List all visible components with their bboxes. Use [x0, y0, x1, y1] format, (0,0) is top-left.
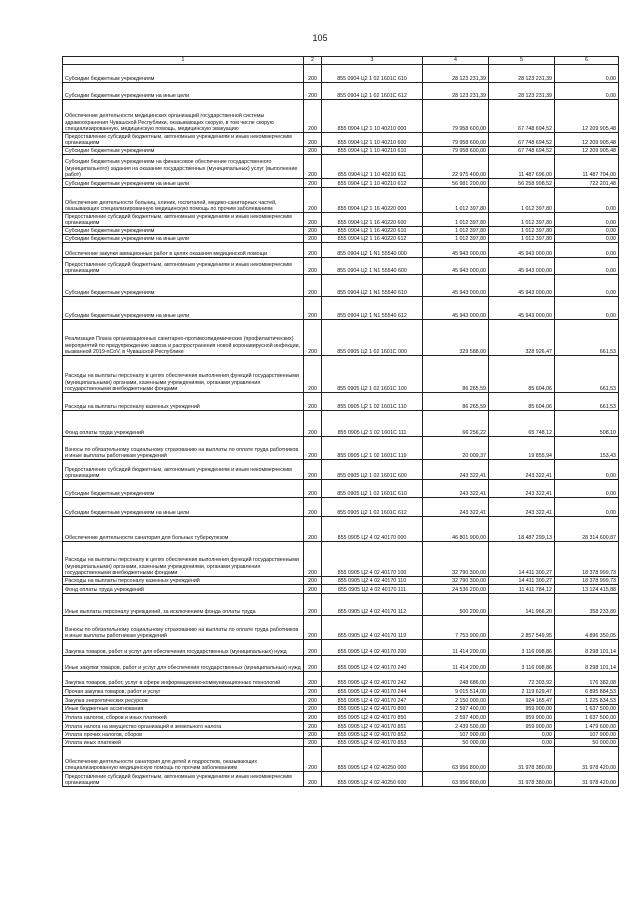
row-code-cell: 200 [304, 705, 322, 713]
row-remaining-cell: 0,00 [555, 258, 619, 275]
table-row [63, 243, 619, 258]
row-kbk-cell: 855 0904 Ц2 1 16 40220 000 [322, 188, 423, 213]
row-executed-cell: 14 411 300,27 [489, 542, 555, 577]
row-approved-cell: 243 322,41 [423, 480, 489, 498]
row-executed-cell: 67 748 694,52 [489, 133, 555, 147]
row-approved-cell: 1 012 397,80 [423, 235, 489, 243]
row-name-cell: Предоставление субсидий бюджетным, автономным учреждениям и иным некоммерческим организациям [63, 772, 304, 787]
row-executed-cell: 2 857 549,95 [489, 616, 555, 640]
row-code-cell: 200 [304, 243, 322, 258]
table-row [63, 227, 619, 235]
row-kbk-cell: 855 0905 Ц2 4 02 40170 100 [322, 542, 423, 577]
table-row [63, 480, 619, 498]
table-row [63, 213, 619, 227]
row-executed-cell: 924 165,47 [489, 696, 555, 705]
row-approved-cell: 9 015 514,00 [423, 687, 489, 696]
row-name-cell: Иные бюджетные ассигнования [63, 705, 304, 713]
row-approved-cell: 45 943 000,00 [423, 243, 489, 258]
row-approved-cell: 11 414 200,00 [423, 656, 489, 672]
row-remaining-cell: 31 978 420,00 [555, 747, 619, 772]
row-approved-cell: 32 790 300,00 [423, 542, 489, 577]
row-code-cell: 200 [304, 542, 322, 577]
row-name-cell: Субсидии бюджетным учреждениям на иные цели [63, 498, 304, 517]
row-code-cell: 200 [304, 275, 322, 297]
row-code-cell: 200 [304, 498, 322, 517]
row-remaining-cell: 0,00 [555, 498, 619, 517]
row-approved-cell: 63 956 800,00 [423, 772, 489, 787]
row-approved-cell: 28 123 231,39 [423, 83, 489, 100]
row-executed-cell: 1 012 397,80 [489, 235, 555, 243]
table-row [63, 517, 619, 542]
row-kbk-cell: 855 0904 Ц2 1 16 40220 600 [322, 213, 423, 227]
row-remaining-cell: 176 382,08 [555, 672, 619, 687]
row-approved-cell: 45 943 000,00 [423, 258, 489, 275]
table-row [63, 713, 619, 722]
row-name-cell: Уплата иных платежей [63, 739, 304, 747]
row-remaining-cell: 12 209 905,48 [555, 133, 619, 147]
row-code-cell: 200 [304, 83, 322, 100]
table-row [63, 297, 619, 320]
table-row [63, 411, 619, 437]
row-kbk-cell: 855 0905 Ц2 1 02 1601С 111 [322, 411, 423, 437]
row-remaining-cell: 153,43 [555, 437, 619, 460]
row-executed-cell: 959 900,00 [489, 705, 555, 713]
row-kbk-cell: 855 0905 Ц2 4 02 40170 240 [322, 656, 423, 672]
row-approved-cell: 329 588,00 [423, 320, 489, 356]
row-code-cell: 200 [304, 713, 322, 722]
row-remaining-cell: 0,00 [555, 275, 619, 297]
row-approved-cell: 32 790 300,00 [423, 577, 489, 585]
row-code-cell: 200 [304, 235, 322, 243]
row-name-cell: Субсидии бюджетным учреждениям [63, 65, 304, 83]
row-executed-cell: 45 943 000,00 [489, 243, 555, 258]
row-kbk-cell: 855 0905 Ц2 4 02 40250 000 [322, 747, 423, 772]
row-executed-cell: 72 303,92 [489, 672, 555, 687]
table-row [63, 739, 619, 747]
row-kbk-cell: 855 0905 Ц2 1 02 1601С 110 [322, 393, 423, 411]
row-name-cell: Закупка товаров, работ и услуг для обеспечения государственных (муниципальных) нужд [63, 640, 304, 656]
row-name-cell: Закупка энергетических ресурсов [63, 696, 304, 705]
row-name-cell: Уплата налогов, сборов и иных платежей [63, 713, 304, 722]
table-row [63, 672, 619, 687]
row-name-cell: Предоставление субсидий бюджетным, автономным учреждениям и иным некоммерческим организациям [63, 258, 304, 275]
row-executed-cell: 3 116 098,86 [489, 656, 555, 672]
row-name-cell: Закупка товаров, работ, услуг в сфере информационно-коммуникационных технологий [63, 672, 304, 687]
row-kbk-cell: 855 0905 Ц2 4 02 40170 242 [322, 672, 423, 687]
row-name-cell: Предоставление субсидий бюджетным, автономным учреждениям и иным некоммерческим организациям [63, 213, 304, 227]
row-kbk-cell: 855 0904 Ц2 1 16 40220 610 [322, 227, 423, 235]
row-executed-cell: 18 487 299,13 [489, 517, 555, 542]
row-approved-cell: 66 256,22 [423, 411, 489, 437]
row-name-cell: Субсидии бюджетным учреждениям [63, 275, 304, 297]
column-header: 3 [322, 57, 423, 65]
row-approved-cell: 86 265,59 [423, 356, 489, 393]
table-row [63, 772, 619, 787]
row-approved-cell: 63 956 800,00 [423, 747, 489, 772]
column-header: 4 [423, 57, 489, 65]
table-row [63, 100, 619, 133]
row-approved-cell: 243 322,41 [423, 460, 489, 480]
row-name-cell: Субсидии бюджетным учреждениям [63, 480, 304, 498]
row-name-cell: Субсидии бюджетным учреждениям [63, 147, 304, 155]
row-executed-cell: 11 487 696,00 [489, 155, 555, 179]
row-kbk-cell: 855 0904 Ц2 1 N1 55540 610 [322, 275, 423, 297]
row-remaining-cell: 12 209 905,48 [555, 147, 619, 155]
row-approved-cell: 79 958 600,00 [423, 133, 489, 147]
row-remaining-cell: 0,00 [555, 460, 619, 480]
row-code-cell: 200 [304, 594, 322, 616]
row-code-cell: 200 [304, 393, 322, 411]
row-remaining-cell: 18 378 999,73 [555, 577, 619, 585]
table-row [63, 640, 619, 656]
column-header: 2 [304, 57, 322, 65]
row-remaining-cell: 11 487 704,00 [555, 155, 619, 179]
row-executed-cell: 85 604,06 [489, 356, 555, 393]
row-executed-cell: 141 966,20 [489, 594, 555, 616]
table-row [63, 542, 619, 577]
row-executed-cell: 1 012 397,80 [489, 213, 555, 227]
row-name-cell: Взносы по обязательному социальному страхованию на выплаты по оплате труда работников и иные выплаты работникам учреждений [63, 437, 304, 460]
row-executed-cell: 31 978 380,00 [489, 772, 555, 787]
table-row [63, 594, 619, 616]
row-remaining-cell: 661,53 [555, 356, 619, 393]
row-name-cell: Предоставление субсидий бюджетным, автономным учреждениям и иным некоммерческим организациям [63, 133, 304, 147]
table-row [63, 585, 619, 594]
table-row [63, 320, 619, 356]
row-name-cell: Субсидии бюджетным учреждениям [63, 227, 304, 235]
row-name-cell: Фонд оплаты труда учреждений [63, 411, 304, 437]
row-kbk-cell: 855 0904 Ц2 1 10 40210 612 [322, 179, 423, 188]
table-row [63, 188, 619, 213]
row-code-cell: 200 [304, 656, 322, 672]
row-code-cell: 200 [304, 640, 322, 656]
row-name-cell: Прочая закупка товаров, работ и услуг [63, 687, 304, 696]
row-kbk-cell: 855 0904 Ц2 1 02 1601С 610 [322, 65, 423, 83]
row-code-cell: 200 [304, 616, 322, 640]
row-executed-cell: 959 900,00 [489, 722, 555, 731]
row-name-cell: Предоставление субсидий бюджетным, автономным учреждениям и иным некоммерческим организациям [63, 460, 304, 480]
row-remaining-cell: 0,00 [555, 227, 619, 235]
row-name-cell: Иные закупки товаров, работ и услуг для обеспечения государственных (муниципальных) нужд [63, 656, 304, 672]
row-approved-cell: 46 801 900,00 [423, 517, 489, 542]
table-row [63, 356, 619, 393]
row-kbk-cell: 855 0905 Ц2 4 02 40170 850 [322, 713, 423, 722]
row-remaining-cell: 8 298 101,14 [555, 640, 619, 656]
row-approved-cell: 24 536 200,00 [423, 585, 489, 594]
row-executed-cell: 28 123 231,39 [489, 65, 555, 83]
table-row [63, 393, 619, 411]
row-executed-cell: 14 411 300,27 [489, 577, 555, 585]
row-code-cell: 200 [304, 722, 322, 731]
row-remaining-cell: 508,10 [555, 411, 619, 437]
row-code-cell: 200 [304, 672, 322, 687]
row-kbk-cell: 855 0904 Ц2 1 N1 55540 600 [322, 258, 423, 275]
row-kbk-cell: 855 0904 Ц2 1 02 1601С 612 [322, 83, 423, 100]
row-code-cell: 200 [304, 356, 322, 393]
row-remaining-cell: 0,00 [555, 243, 619, 258]
row-remaining-cell: 0,00 [555, 235, 619, 243]
row-code-cell: 200 [304, 739, 322, 747]
row-kbk-cell: 855 0905 Ц2 1 02 1601С 000 [322, 320, 423, 356]
table-row [63, 83, 619, 100]
table-row [63, 235, 619, 243]
row-code-cell: 200 [304, 155, 322, 179]
row-code-cell: 200 [304, 411, 322, 437]
row-code-cell: 200 [304, 133, 322, 147]
row-code-cell: 200 [304, 480, 322, 498]
row-approved-cell: 22 975 400,00 [423, 155, 489, 179]
row-name-cell: Обеспечение деятельности медицинских организаций государственной системы здравоохранения Чувашской Республики, оказывающих скорую, в том числе скорую специализированную, медицинскую помощь, медицинскую эвакуацию [63, 100, 304, 133]
row-executed-cell: 85 604,06 [489, 393, 555, 411]
row-executed-cell: 243 322,41 [489, 480, 555, 498]
row-code-cell: 200 [304, 179, 322, 188]
row-approved-cell: 1 012 397,80 [423, 188, 489, 213]
row-executed-cell: 2 119 629,47 [489, 687, 555, 696]
table-row [63, 696, 619, 705]
row-kbk-cell: 855 0904 Ц2 1 10 40210 600 [322, 133, 423, 147]
row-executed-cell: 45 943 000,00 [489, 258, 555, 275]
row-approved-cell: 2 150 000,00 [423, 696, 489, 705]
row-name-cell: Фонд оплаты труда учреждений [63, 585, 304, 594]
row-executed-cell: 243 322,41 [489, 498, 555, 517]
row-approved-cell: 20 009,37 [423, 437, 489, 460]
row-name-cell: Обеспечение закупки авиационных работ в целях оказания медицинской помощи [63, 243, 304, 258]
row-remaining-cell: 12 209 905,48 [555, 100, 619, 133]
row-code-cell: 200 [304, 213, 322, 227]
row-code-cell: 200 [304, 100, 322, 133]
row-name-cell: Уплата налога на имущество организаций и земельного налога [63, 722, 304, 731]
row-kbk-cell: 855 0905 Ц2 4 02 40170 244 [322, 687, 423, 696]
row-approved-cell: 2 439 500,00 [423, 722, 489, 731]
row-code-cell: 200 [304, 437, 322, 460]
row-remaining-cell: 661,53 [555, 393, 619, 411]
row-kbk-cell: 855 0905 Ц2 4 02 40170 800 [322, 705, 423, 713]
row-kbk-cell: 855 0905 Ц2 1 02 1601С 119 [322, 437, 423, 460]
page-number: 105 [312, 33, 328, 43]
row-code-cell: 200 [304, 687, 322, 696]
row-name-cell: Субсидии бюджетным учреждениям на иные цели [63, 179, 304, 188]
row-remaining-cell: 6 895 884,53 [555, 687, 619, 696]
row-executed-cell: 11 411 784,12 [489, 585, 555, 594]
row-code-cell: 200 [304, 585, 322, 594]
table-row [63, 460, 619, 480]
row-kbk-cell: 855 0905 Ц2 1 02 1601С 100 [322, 356, 423, 393]
budget-execution-table [62, 56, 619, 787]
row-kbk-cell: 855 0905 Ц2 4 02 40250 600 [322, 772, 423, 787]
row-remaining-cell: 8 298 101,14 [555, 656, 619, 672]
table-row [63, 65, 619, 83]
row-approved-cell: 7 753 900,00 [423, 616, 489, 640]
row-kbk-cell: 855 0904 Ц2 1 N1 55540 000 [322, 243, 423, 258]
row-kbk-cell: 855 0905 Ц2 4 02 40170 000 [322, 517, 423, 542]
row-remaining-cell: 722 201,48 [555, 179, 619, 188]
row-approved-cell: 1 012 397,80 [423, 213, 489, 227]
row-approved-cell: 2 597 400,00 [423, 713, 489, 722]
row-name-cell: Субсидии бюджетным учреждениям на иные цели [63, 297, 304, 320]
row-kbk-cell: 855 0905 Ц2 4 02 40170 200 [322, 640, 423, 656]
row-kbk-cell: 855 0905 Ц2 4 02 40170 853 [322, 739, 423, 747]
table-row [63, 577, 619, 585]
row-executed-cell: 45 943 000,00 [489, 275, 555, 297]
table-row [63, 722, 619, 731]
row-remaining-cell: 0,00 [555, 297, 619, 320]
row-executed-cell: 28 123 231,39 [489, 83, 555, 100]
row-approved-cell: 79 958 600,00 [423, 147, 489, 155]
row-approved-cell: 243 322,41 [423, 498, 489, 517]
row-name-cell: Расходы на выплаты персоналу в целях обеспечения выполнения функций государственными (муниципальными) органами, казенными учреждениями, органами управления государственными внебюджетными фондами [63, 356, 304, 393]
row-name-cell: Расходы на выплаты персоналу казенных учреждений [63, 393, 304, 411]
column-header: 5 [489, 57, 555, 65]
row-name-cell: Уплата прочих налогов, сборов [63, 731, 304, 739]
row-name-cell: Субсидии бюджетным учреждениям на иные цели [63, 235, 304, 243]
row-name-cell: Субсидии бюджетным учреждениям на иные цели [63, 83, 304, 100]
row-code-cell: 200 [304, 258, 322, 275]
row-executed-cell: 31 978 380,00 [489, 747, 555, 772]
row-remaining-cell: 50 000,00 [555, 739, 619, 747]
row-approved-cell: 56 981 200,00 [423, 179, 489, 188]
row-code-cell: 200 [304, 188, 322, 213]
row-name-cell: Расходы на выплаты персоналу в целях обеспечения выполнения функций государственными (муниципальными) органами, казенными учреждениями, органами управления государственными внебюджетными фондами [63, 542, 304, 577]
table-row [63, 147, 619, 155]
row-executed-cell: 328 926,47 [489, 320, 555, 356]
row-code-cell: 200 [304, 577, 322, 585]
row-name-cell: Взносы по обязательному социальному страхованию на выплаты по оплате труда работников и иные выплаты работникам учреждений [63, 616, 304, 640]
row-code-cell: 200 [304, 460, 322, 480]
table-row [63, 133, 619, 147]
table-row [63, 747, 619, 772]
row-executed-cell: 0,00 [489, 739, 555, 747]
table-row [63, 705, 619, 713]
table-row [63, 275, 619, 297]
row-code-cell: 200 [304, 747, 322, 772]
row-remaining-cell: 661,53 [555, 320, 619, 356]
column-header: 1 [63, 57, 304, 65]
row-approved-cell: 28 123 231,39 [423, 65, 489, 83]
row-code-cell: 200 [304, 65, 322, 83]
row-code-cell: 200 [304, 320, 322, 356]
row-name-cell: Обеспечение деятельности санатория для больных туберкулезом [63, 517, 304, 542]
row-kbk-cell: 855 0905 Ц2 1 02 1601С 610 [322, 480, 423, 498]
row-code-cell: 200 [304, 517, 322, 542]
row-executed-cell: 67 748 694,52 [489, 100, 555, 133]
row-executed-cell: 1 012 397,80 [489, 188, 555, 213]
row-executed-cell: 1 012 397,80 [489, 227, 555, 235]
row-approved-cell: 50 000,00 [423, 739, 489, 747]
row-approved-cell: 11 414 200,00 [423, 640, 489, 656]
row-remaining-cell: 0,00 [555, 188, 619, 213]
row-code-cell: 200 [304, 227, 322, 235]
row-remaining-cell: 18 378 999,73 [555, 542, 619, 577]
row-approved-cell: 107 900,00 [423, 731, 489, 739]
row-executed-cell: 65 748,12 [489, 411, 555, 437]
row-remaining-cell: 1 637 500,00 [555, 705, 619, 713]
row-code-cell: 200 [304, 772, 322, 787]
table-row [63, 731, 619, 739]
table-row [63, 616, 619, 640]
row-remaining-cell: 4 896 350,05 [555, 616, 619, 640]
row-remaining-cell: 107 900,00 [555, 731, 619, 739]
row-kbk-cell: 855 0905 Ц2 4 02 40170 112 [322, 594, 423, 616]
row-name-cell: Обеспечение деятельности больниц, клиник, госпиталей, медико-санитарных частей, оказывающих специализированную медицинскую помощь по прочим заболеваниям [63, 188, 304, 213]
row-kbk-cell: 855 0905 Ц2 4 02 40170 852 [322, 731, 423, 739]
column-header: 6 [555, 57, 619, 65]
row-remaining-cell: 31 978 420,00 [555, 772, 619, 787]
row-kbk-cell: 855 0904 Ц2 1 10 40210 611 [322, 155, 423, 179]
row-remaining-cell: 1 225 834,53 [555, 696, 619, 705]
row-name-cell: Реализация Плана организационных санитарно-противоэпидемических (профилактических) мероприятий по предупреждению завоза и распространения новой коронавирусной инфекции, вызванной 2019-nCoV, в Чувашской Республике [63, 320, 304, 356]
row-remaining-cell: 1 479 600,00 [555, 722, 619, 731]
row-remaining-cell: 1 637 500,00 [555, 713, 619, 722]
row-kbk-cell: 855 0905 Ц2 4 02 40170 119 [322, 616, 423, 640]
table-row [63, 437, 619, 460]
row-kbk-cell: 855 0905 Ц2 4 02 40170 247 [322, 696, 423, 705]
row-executed-cell: 243 322,41 [489, 460, 555, 480]
row-kbk-cell: 855 0904 Ц2 1 10 40210 000 [322, 100, 423, 133]
row-kbk-cell: 855 0904 Ц2 1 16 40220 612 [322, 235, 423, 243]
row-remaining-cell: 0,00 [555, 213, 619, 227]
table-header-row [63, 57, 619, 65]
row-code-cell: 200 [304, 297, 322, 320]
row-approved-cell: 79 958 600,00 [423, 100, 489, 133]
row-approved-cell: 45 943 000,00 [423, 275, 489, 297]
row-code-cell: 200 [304, 731, 322, 739]
row-executed-cell: 67 748 694,52 [489, 147, 555, 155]
row-executed-cell: 959 900,00 [489, 713, 555, 722]
row-kbk-cell: 855 0905 Ц2 4 02 40170 110 [322, 577, 423, 585]
table-row [63, 687, 619, 696]
row-executed-cell: 3 116 098,86 [489, 640, 555, 656]
row-approved-cell: 86 265,59 [423, 393, 489, 411]
row-remaining-cell: 0,00 [555, 65, 619, 83]
row-approved-cell: 1 012 397,80 [423, 227, 489, 235]
row-code-cell: 200 [304, 147, 322, 155]
row-executed-cell: 19 855,94 [489, 437, 555, 460]
row-remaining-cell: 358 233,80 [555, 594, 619, 616]
row-remaining-cell: 0,00 [555, 83, 619, 100]
row-kbk-cell: 855 0904 Ц2 1 10 40210 610 [322, 147, 423, 155]
row-executed-cell: 45 943 000,00 [489, 297, 555, 320]
row-name-cell: Обеспечение деятельности санатория для детей и подростков, оказывающих специализированную медицинскую помощь по прочим заболеваниям [63, 747, 304, 772]
row-code-cell: 200 [304, 696, 322, 705]
row-kbk-cell: 855 0905 Ц2 4 02 40170 851 [322, 722, 423, 731]
table-row [63, 258, 619, 275]
row-executed-cell: 56 258 998,52 [489, 179, 555, 188]
row-approved-cell: 500 200,00 [423, 594, 489, 616]
row-kbk-cell: 855 0905 Ц2 1 02 1601С 600 [322, 460, 423, 480]
row-kbk-cell: 855 0904 Ц2 1 N1 55540 612 [322, 297, 423, 320]
row-remaining-cell: 0,00 [555, 480, 619, 498]
row-name-cell: Иные выплаты персоналу учреждений, за исключением фонда оплаты труда [63, 594, 304, 616]
row-remaining-cell: 13 124 415,88 [555, 585, 619, 594]
row-approved-cell: 248 686,00 [423, 672, 489, 687]
row-approved-cell: 45 943 000,00 [423, 297, 489, 320]
row-remaining-cell: 28 314 600,87 [555, 517, 619, 542]
row-kbk-cell: 855 0905 Ц2 4 02 40170 111 [322, 585, 423, 594]
row-name-cell: Расходы на выплаты персоналу казенных учреждений [63, 577, 304, 585]
row-name-cell: Субсидии бюджетным учреждениям на финансовое обеспечение государственного (муниципального) задания на оказание государственных (муниципальных) услуг (выполнение работ) [63, 155, 304, 179]
table-row [63, 155, 619, 179]
row-approved-cell: 2 597 400,00 [423, 705, 489, 713]
table-row [63, 656, 619, 672]
row-executed-cell: 0,00 [489, 731, 555, 739]
table-row [63, 498, 619, 517]
table-row [63, 179, 619, 188]
row-kbk-cell: 855 0905 Ц2 1 02 1601С 612 [322, 498, 423, 517]
